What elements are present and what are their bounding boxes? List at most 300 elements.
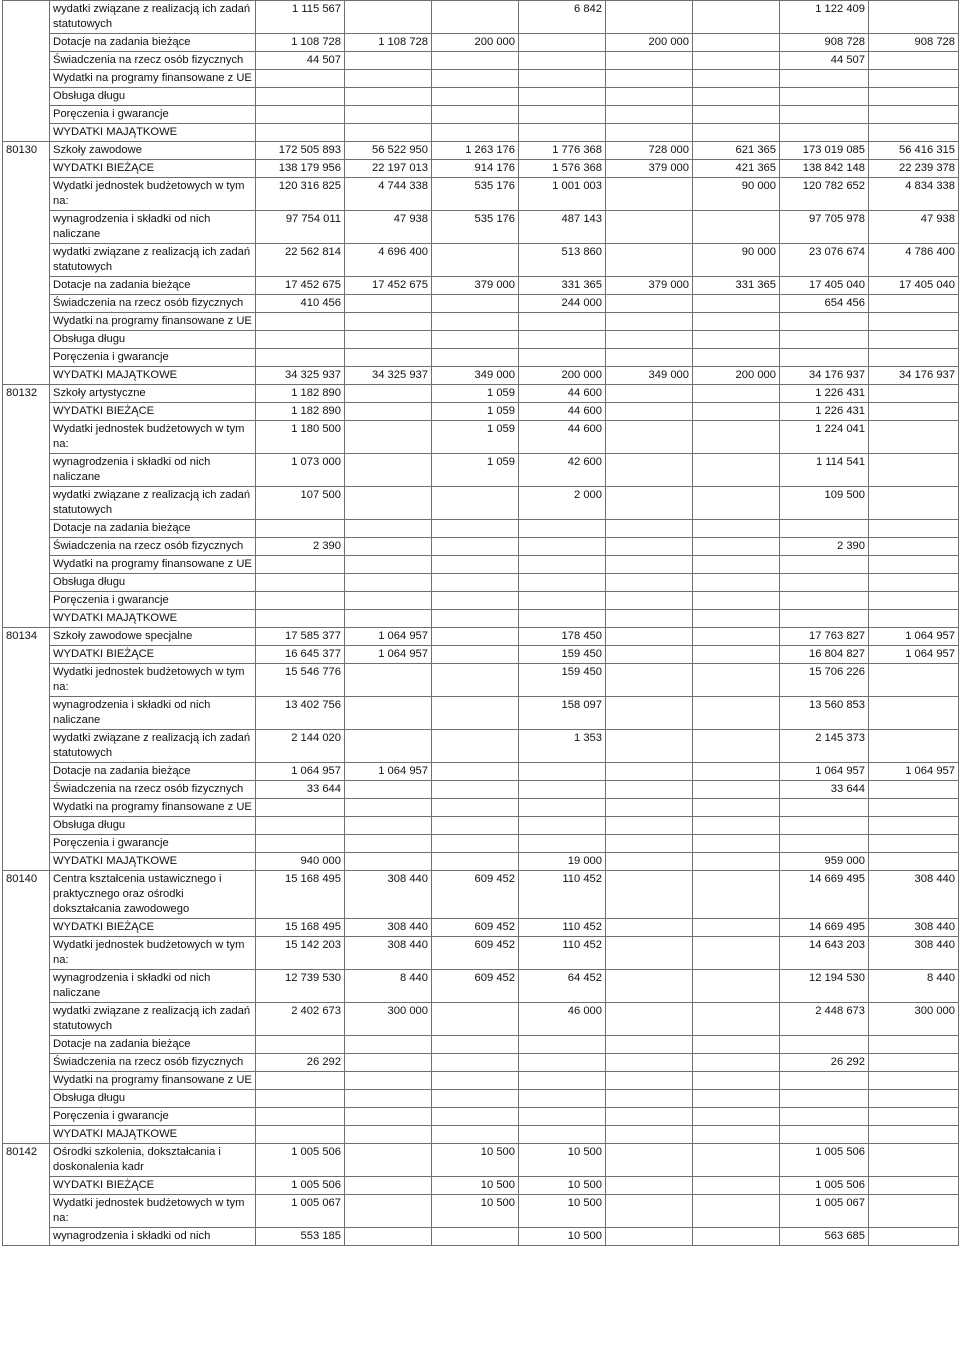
value-cell: [432, 556, 519, 574]
value-cell: [693, 1, 780, 34]
table-row: [3, 937, 959, 970]
value-cell: 138 842 148: [780, 160, 869, 178]
value-cell: [519, 331, 606, 349]
value-cell: [606, 1, 693, 34]
row-label-cell: wynagrodzenia i składki od nich naliczane: [50, 211, 256, 244]
table-row: [3, 313, 959, 331]
value-cell: 17 452 675: [256, 277, 345, 295]
value-cell: [345, 313, 432, 331]
value-cell: [432, 295, 519, 313]
value-cell: [869, 1177, 959, 1195]
value-cell: 172 505 893: [256, 142, 345, 160]
table-row: [3, 538, 959, 556]
value-cell: [345, 730, 432, 763]
value-cell: 1 005 067: [780, 1195, 869, 1228]
value-cell: 1 064 957: [869, 646, 959, 664]
value-cell: [869, 1, 959, 34]
value-cell: 22 562 814: [256, 244, 345, 277]
value-cell: [345, 52, 432, 70]
row-label-cell: WYDATKI MAJĄTKOWE: [50, 124, 256, 142]
value-cell: [869, 421, 959, 454]
value-cell: [693, 592, 780, 610]
value-cell: [432, 70, 519, 88]
value-cell: 64 452: [519, 970, 606, 1003]
value-cell: [869, 331, 959, 349]
value-cell: [606, 244, 693, 277]
value-cell: [606, 970, 693, 1003]
value-cell: 1 005 067: [256, 1195, 345, 1228]
value-cell: 1 005 506: [256, 1144, 345, 1177]
value-cell: 42 600: [519, 454, 606, 487]
table-row-section-header: [3, 142, 959, 160]
value-cell: [432, 574, 519, 592]
value-cell: [780, 610, 869, 628]
value-cell: [606, 853, 693, 871]
value-cell: [345, 697, 432, 730]
row-label-cell: WYDATKI BIEŻĄCE: [50, 646, 256, 664]
value-cell: [869, 487, 959, 520]
value-cell: [345, 799, 432, 817]
value-cell: [606, 1126, 693, 1144]
row-label-cell: WYDATKI MAJĄTKOWE: [50, 610, 256, 628]
row-label-cell: Świadczenia na rzecz osób fizycznych: [50, 781, 256, 799]
row-label-cell: WYDATKI BIEŻĄCE: [50, 919, 256, 937]
value-cell: [519, 592, 606, 610]
row-label-cell: Centra kształcenia ustawicznego i praktycznego oraz ośrodki dokształcania zawodowego: [50, 871, 256, 919]
value-cell: [519, 538, 606, 556]
value-cell: [693, 1177, 780, 1195]
section-code-cell: [3, 1, 50, 142]
value-cell: 1 226 431: [780, 385, 869, 403]
value-cell: [432, 1090, 519, 1108]
value-cell: 6 842: [519, 1, 606, 34]
value-cell: [432, 538, 519, 556]
row-label-cell: Dotacje na zadania bieżące: [50, 277, 256, 295]
value-cell: [345, 1036, 432, 1054]
section-code-cell: 80142: [3, 1144, 50, 1246]
value-cell: [780, 520, 869, 538]
value-cell: 97 705 978: [780, 211, 869, 244]
value-cell: [432, 763, 519, 781]
value-cell: 535 176: [432, 178, 519, 211]
value-cell: [780, 106, 869, 124]
value-cell: [869, 520, 959, 538]
value-cell: 1 576 368: [519, 160, 606, 178]
table-row: [3, 487, 959, 520]
value-cell: [693, 331, 780, 349]
value-cell: [432, 799, 519, 817]
value-cell: 13 560 853: [780, 697, 869, 730]
row-label-cell: Wydatki na programy finansowane z UE: [50, 556, 256, 574]
value-cell: 1 108 728: [256, 34, 345, 52]
value-cell: 4 696 400: [345, 244, 432, 277]
value-cell: 17 452 675: [345, 277, 432, 295]
table-row: [3, 211, 959, 244]
value-cell: [693, 556, 780, 574]
value-cell: [606, 799, 693, 817]
value-cell: [606, 1108, 693, 1126]
value-cell: [869, 88, 959, 106]
value-cell: [869, 70, 959, 88]
value-cell: [345, 610, 432, 628]
value-cell: 90 000: [693, 244, 780, 277]
value-cell: [693, 871, 780, 919]
value-cell: [606, 556, 693, 574]
value-cell: [432, 817, 519, 835]
value-cell: [256, 1108, 345, 1126]
row-label-cell: Ośrodki szkolenia, dokształcania i doskonalenia kadr: [50, 1144, 256, 1177]
row-label-cell: Obsługa długu: [50, 817, 256, 835]
value-cell: [432, 610, 519, 628]
value-cell: [432, 244, 519, 277]
row-label-cell: Dotacje na zadania bieżące: [50, 34, 256, 52]
value-cell: [345, 853, 432, 871]
value-cell: 2 145 373: [780, 730, 869, 763]
value-cell: 1 122 409: [780, 1, 869, 34]
value-cell: 34 325 937: [256, 367, 345, 385]
value-cell: [606, 871, 693, 919]
value-cell: [869, 454, 959, 487]
value-cell: [869, 349, 959, 367]
value-cell: 110 452: [519, 871, 606, 919]
budget-table: [2, 0, 959, 1246]
value-cell: [693, 124, 780, 142]
row-label-cell: Obsługa długu: [50, 574, 256, 592]
value-cell: [606, 835, 693, 853]
value-cell: [432, 349, 519, 367]
row-label-cell: Wydatki na programy finansowane z UE: [50, 313, 256, 331]
table-row: [3, 664, 959, 697]
value-cell: [780, 349, 869, 367]
value-cell: [693, 349, 780, 367]
value-cell: 10 500: [519, 1195, 606, 1228]
value-cell: [606, 610, 693, 628]
row-label-cell: Wydatki jednostek budżetowych w tym na:: [50, 1195, 256, 1228]
table-row: [3, 52, 959, 70]
value-cell: 379 000: [432, 277, 519, 295]
value-cell: [869, 1090, 959, 1108]
value-cell: [693, 88, 780, 106]
value-cell: [693, 919, 780, 937]
value-cell: [519, 34, 606, 52]
value-cell: 158 097: [519, 697, 606, 730]
value-cell: 46 000: [519, 1003, 606, 1036]
value-cell: [869, 106, 959, 124]
value-cell: 13 402 756: [256, 697, 345, 730]
value-cell: 2 390: [256, 538, 345, 556]
value-cell: [432, 628, 519, 646]
table-row: [3, 124, 959, 142]
value-cell: 10 500: [519, 1144, 606, 1177]
row-label-cell: WYDATKI BIEŻĄCE: [50, 160, 256, 178]
value-cell: [780, 592, 869, 610]
row-label-cell: Poręczenia i gwarancje: [50, 349, 256, 367]
value-cell: [606, 52, 693, 70]
value-cell: [432, 853, 519, 871]
value-cell: 47 938: [345, 211, 432, 244]
value-cell: 609 452: [432, 970, 519, 1003]
table-row: [3, 799, 959, 817]
table-row: [3, 646, 959, 664]
value-cell: [432, 730, 519, 763]
value-cell: [869, 781, 959, 799]
table-row: [3, 244, 959, 277]
value-cell: [693, 799, 780, 817]
value-cell: [606, 178, 693, 211]
value-cell: [693, 487, 780, 520]
value-cell: [780, 70, 869, 88]
value-cell: 1 064 957: [256, 763, 345, 781]
value-cell: [606, 592, 693, 610]
row-label-cell: wydatki związane z realizacją ich zadań statutowych: [50, 244, 256, 277]
value-cell: [606, 385, 693, 403]
value-cell: [693, 646, 780, 664]
value-cell: 308 440: [345, 871, 432, 919]
table-row: [3, 781, 959, 799]
value-cell: 4 786 400: [869, 244, 959, 277]
value-cell: [693, 454, 780, 487]
value-cell: [345, 592, 432, 610]
value-cell: [606, 1195, 693, 1228]
value-cell: 1 064 957: [869, 628, 959, 646]
row-label-cell: Wydatki na programy finansowane z UE: [50, 70, 256, 88]
value-cell: 110 452: [519, 919, 606, 937]
value-cell: 940 000: [256, 853, 345, 871]
value-cell: 109 500: [780, 487, 869, 520]
value-cell: [345, 1126, 432, 1144]
value-cell: 308 440: [869, 937, 959, 970]
row-label-cell: Wydatki jednostek budżetowych w tym na:: [50, 937, 256, 970]
value-cell: 10 500: [432, 1144, 519, 1177]
value-cell: 56 522 950: [345, 142, 432, 160]
value-cell: [256, 106, 345, 124]
value-cell: 16 645 377: [256, 646, 345, 664]
value-cell: [780, 331, 869, 349]
table-row: [3, 1126, 959, 1144]
table-row: [3, 1090, 959, 1108]
value-cell: [345, 1, 432, 34]
row-label-cell: WYDATKI MAJĄTKOWE: [50, 367, 256, 385]
value-cell: [519, 1072, 606, 1090]
table-row: [3, 697, 959, 730]
value-cell: [693, 313, 780, 331]
value-cell: 200 000: [432, 34, 519, 52]
value-cell: [256, 592, 345, 610]
value-cell: 349 000: [432, 367, 519, 385]
value-cell: [780, 1072, 869, 1090]
value-cell: [432, 1036, 519, 1054]
value-cell: 308 440: [869, 871, 959, 919]
value-cell: [606, 520, 693, 538]
table-row-section-header: [3, 871, 959, 919]
value-cell: [519, 106, 606, 124]
value-cell: 159 450: [519, 646, 606, 664]
value-cell: [780, 835, 869, 853]
value-cell: [693, 385, 780, 403]
value-cell: [256, 610, 345, 628]
value-cell: [693, 1108, 780, 1126]
value-cell: [519, 556, 606, 574]
value-cell: [869, 403, 959, 421]
value-cell: 14 669 495: [780, 919, 869, 937]
section-code-cell: 80132: [3, 385, 50, 628]
value-cell: [256, 331, 345, 349]
value-cell: [432, 313, 519, 331]
value-cell: [432, 1072, 519, 1090]
table-row: [3, 295, 959, 313]
value-cell: 300 000: [869, 1003, 959, 1036]
value-cell: [345, 331, 432, 349]
value-cell: [432, 52, 519, 70]
value-cell: 44 600: [519, 385, 606, 403]
value-cell: 1 064 957: [780, 763, 869, 781]
value-cell: [780, 88, 869, 106]
value-cell: [693, 835, 780, 853]
table-row: [3, 835, 959, 853]
value-cell: [432, 1054, 519, 1072]
row-label-cell: Szkoły artystyczne: [50, 385, 256, 403]
value-cell: [693, 697, 780, 730]
value-cell: 609 452: [432, 871, 519, 919]
value-cell: 10 500: [432, 1177, 519, 1195]
value-cell: 728 000: [606, 142, 693, 160]
value-cell: [869, 610, 959, 628]
value-cell: [606, 124, 693, 142]
value-cell: [693, 520, 780, 538]
row-label-cell: Dotacje na zadania bieżące: [50, 1036, 256, 1054]
value-cell: 1 064 957: [345, 646, 432, 664]
value-cell: [693, 1228, 780, 1246]
row-label-cell: Szkoły zawodowe: [50, 142, 256, 160]
value-cell: [345, 1054, 432, 1072]
table-row: [3, 1072, 959, 1090]
value-cell: 47 938: [869, 211, 959, 244]
value-cell: 4 744 338: [345, 178, 432, 211]
value-cell: 178 450: [519, 628, 606, 646]
value-cell: 23 076 674: [780, 244, 869, 277]
value-cell: 26 292: [780, 1054, 869, 1072]
value-cell: [256, 1036, 345, 1054]
table-row: [3, 919, 959, 937]
value-cell: [345, 1090, 432, 1108]
value-cell: [693, 970, 780, 1003]
row-label-cell: Świadczenia na rzecz osób fizycznych: [50, 1054, 256, 1072]
row-label-cell: Obsługa długu: [50, 88, 256, 106]
value-cell: 1 226 431: [780, 403, 869, 421]
value-cell: [869, 1054, 959, 1072]
table-row: [3, 160, 959, 178]
row-label-cell: Dotacje na zadania bieżące: [50, 763, 256, 781]
value-cell: [869, 835, 959, 853]
value-cell: [606, 1054, 693, 1072]
value-cell: 10 500: [519, 1228, 606, 1246]
value-cell: [345, 385, 432, 403]
value-cell: 2 448 673: [780, 1003, 869, 1036]
value-cell: 308 440: [345, 919, 432, 937]
value-cell: [869, 124, 959, 142]
value-cell: 379 000: [606, 277, 693, 295]
value-cell: 563 685: [780, 1228, 869, 1246]
value-cell: 33 644: [780, 781, 869, 799]
value-cell: [780, 556, 869, 574]
value-cell: 107 500: [256, 487, 345, 520]
row-label-cell: wydatki związane z realizacją ich zadań statutowych: [50, 1003, 256, 1036]
value-cell: [345, 1228, 432, 1246]
value-cell: 1 182 890: [256, 403, 345, 421]
table-row: [3, 88, 959, 106]
value-cell: [606, 646, 693, 664]
value-cell: [256, 1126, 345, 1144]
row-label-cell: WYDATKI BIEŻĄCE: [50, 1177, 256, 1195]
value-cell: 34 176 937: [780, 367, 869, 385]
row-label-cell: Obsługa długu: [50, 1090, 256, 1108]
table-row: [3, 1195, 959, 1228]
value-cell: [432, 1003, 519, 1036]
value-cell: [345, 403, 432, 421]
value-cell: 4 834 338: [869, 178, 959, 211]
value-cell: [256, 70, 345, 88]
value-cell: 535 176: [432, 211, 519, 244]
value-cell: [869, 853, 959, 871]
value-cell: [519, 1126, 606, 1144]
table-row-section-header: [3, 1, 959, 34]
value-cell: 110 452: [519, 937, 606, 970]
value-cell: [606, 106, 693, 124]
value-cell: [606, 1090, 693, 1108]
value-cell: [693, 1144, 780, 1177]
value-cell: [780, 1108, 869, 1126]
value-cell: [519, 1036, 606, 1054]
value-cell: 19 000: [519, 853, 606, 871]
table-row: [3, 763, 959, 781]
value-cell: [693, 52, 780, 70]
value-cell: 56 416 315: [869, 142, 959, 160]
value-cell: [606, 1144, 693, 1177]
value-cell: [693, 937, 780, 970]
value-cell: [693, 664, 780, 697]
value-cell: [606, 1036, 693, 1054]
value-cell: [345, 295, 432, 313]
value-cell: 120 782 652: [780, 178, 869, 211]
value-cell: [606, 937, 693, 970]
value-cell: 120 316 825: [256, 178, 345, 211]
value-cell: 1 114 541: [780, 454, 869, 487]
value-cell: [869, 1036, 959, 1054]
value-cell: 33 644: [256, 781, 345, 799]
table-row: [3, 106, 959, 124]
value-cell: [693, 610, 780, 628]
row-label-cell: Poręczenia i gwarancje: [50, 835, 256, 853]
value-cell: 1 005 506: [780, 1177, 869, 1195]
value-cell: [693, 421, 780, 454]
value-cell: [606, 454, 693, 487]
value-cell: [256, 556, 345, 574]
value-cell: 1 776 368: [519, 142, 606, 160]
value-cell: [869, 313, 959, 331]
value-cell: [519, 799, 606, 817]
value-cell: 12 194 530: [780, 970, 869, 1003]
value-cell: [693, 70, 780, 88]
row-label-cell: Poręczenia i gwarancje: [50, 106, 256, 124]
value-cell: [693, 1072, 780, 1090]
value-cell: [345, 817, 432, 835]
value-cell: 44 507: [256, 52, 345, 70]
value-cell: [345, 538, 432, 556]
value-cell: [345, 487, 432, 520]
value-cell: [345, 106, 432, 124]
value-cell: [432, 124, 519, 142]
value-cell: [345, 1144, 432, 1177]
